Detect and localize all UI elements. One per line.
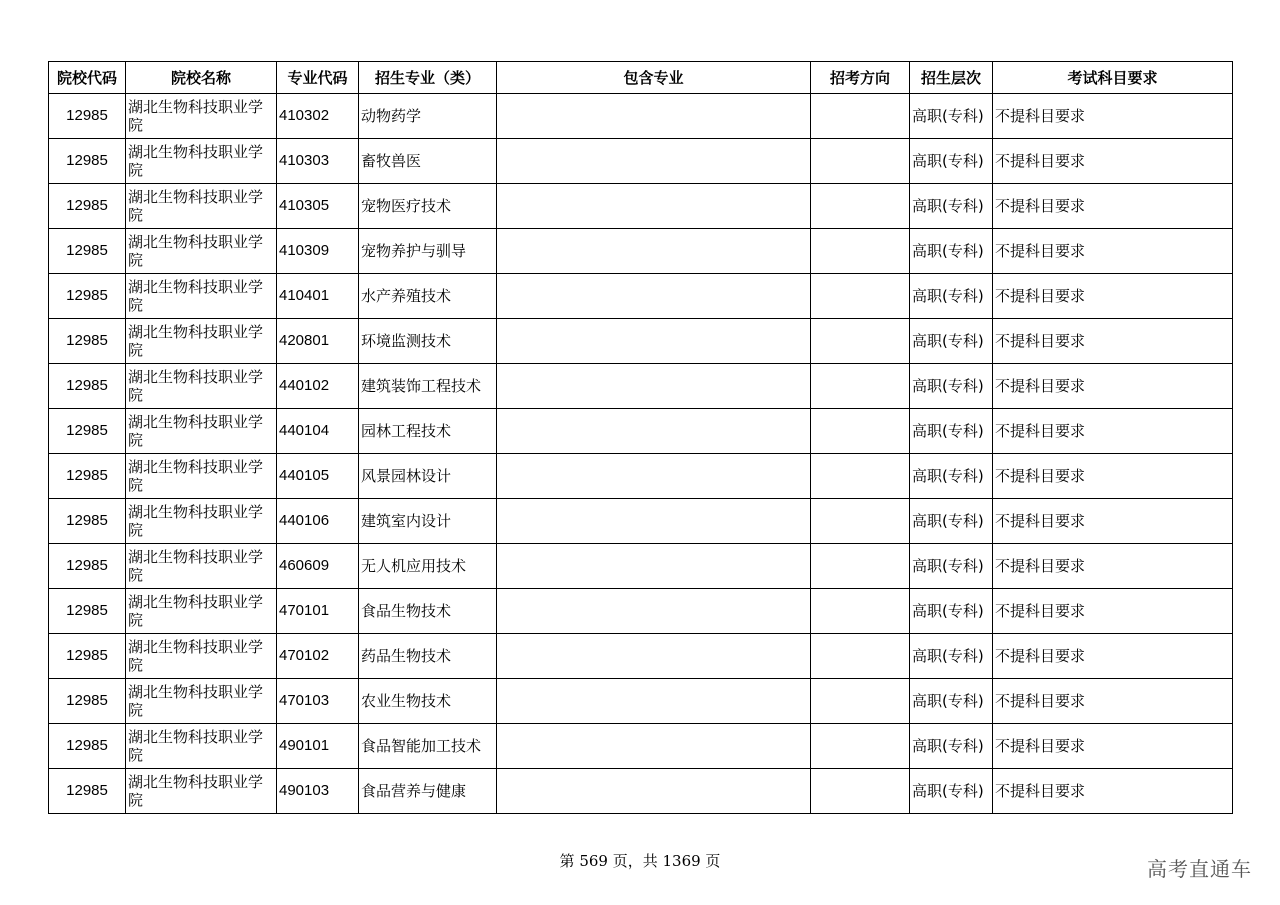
cell-major: 风景园林设计: [359, 454, 497, 499]
header-included-majors: 包含专业: [497, 62, 811, 94]
cell-subject-requirement: 不提科目要求: [993, 364, 1233, 409]
header-direction: 招考方向: [811, 62, 910, 94]
table-row: [49, 499, 1233, 544]
cell-major: 农业生物技术: [359, 679, 497, 724]
cell-subject-requirement: 不提科目要求: [993, 679, 1233, 724]
cell-school-name: 湖北生物科技职业学院: [126, 229, 277, 274]
cell-subject-requirement: 不提科目要求: [993, 94, 1233, 139]
cell-included-majors: [497, 634, 811, 679]
cell-included-majors: [497, 409, 811, 454]
cell-level: 高职(专科): [910, 274, 993, 319]
cell-included-majors: [497, 544, 811, 589]
cell-major-code: 440106: [277, 499, 359, 544]
cell-level: 高职(专科): [910, 589, 993, 634]
header-subject-requirement: 考试科目要求: [993, 62, 1233, 94]
cell-school-code: 12985: [49, 229, 126, 274]
cell-school-name: 湖北生物科技职业学院: [126, 319, 277, 364]
table-row: [49, 319, 1233, 364]
cell-direction: [811, 139, 910, 184]
cell-level: 高职(专科): [910, 724, 993, 769]
cell-school-code: 12985: [49, 499, 126, 544]
cell-included-majors: [497, 229, 811, 274]
table-row: [49, 184, 1233, 229]
cell-level: 高职(专科): [910, 94, 993, 139]
cell-major-code: 470101: [277, 589, 359, 634]
cell-subject-requirement: 不提科目要求: [993, 454, 1233, 499]
header-major-code: 专业代码: [277, 62, 359, 94]
cell-major-code: 440105: [277, 454, 359, 499]
cell-included-majors: [497, 499, 811, 544]
cell-subject-requirement: 不提科目要求: [993, 184, 1233, 229]
cell-major-code: 460609: [277, 544, 359, 589]
cell-level: 高职(专科): [910, 364, 993, 409]
cell-direction: [811, 544, 910, 589]
cell-included-majors: [497, 184, 811, 229]
cell-major: 食品智能加工技术: [359, 724, 497, 769]
admissions-sheet: [48, 61, 1232, 814]
cell-subject-requirement: 不提科目要求: [993, 139, 1233, 184]
cell-major-code: 440104: [277, 409, 359, 454]
cell-level: 高职(专科): [910, 679, 993, 724]
cell-subject-requirement: 不提科目要求: [993, 769, 1233, 814]
cell-major: 药品生物技术: [359, 634, 497, 679]
cell-major-code: 420801: [277, 319, 359, 364]
cell-included-majors: [497, 679, 811, 724]
cell-school-code: 12985: [49, 544, 126, 589]
cell-school-code: 12985: [49, 769, 126, 814]
cell-major-code: 470103: [277, 679, 359, 724]
cell-school-code: 12985: [49, 139, 126, 184]
cell-major-code: 410401: [277, 274, 359, 319]
cell-direction: [811, 94, 910, 139]
cell-included-majors: [497, 319, 811, 364]
cell-major: 建筑装饰工程技术: [359, 364, 497, 409]
cell-school-name: 湖北生物科技职业学院: [126, 274, 277, 319]
cell-major-code: 410303: [277, 139, 359, 184]
header-school-code: 院校代码: [49, 62, 126, 94]
cell-level: 高职(专科): [910, 229, 993, 274]
cell-included-majors: [497, 274, 811, 319]
cell-major: 食品生物技术: [359, 589, 497, 634]
cell-school-name: 湖北生物科技职业学院: [126, 544, 277, 589]
cell-school-name: 湖北生物科技职业学院: [126, 724, 277, 769]
table-row: [49, 679, 1233, 724]
cell-direction: [811, 769, 910, 814]
cell-subject-requirement: 不提科目要求: [993, 544, 1233, 589]
cell-direction: [811, 319, 910, 364]
cell-subject-requirement: 不提科目要求: [993, 409, 1233, 454]
header-level: 招生层次: [910, 62, 993, 94]
cell-school-name: 湖北生物科技职业学院: [126, 364, 277, 409]
cell-major: 动物药学: [359, 94, 497, 139]
cell-school-code: 12985: [49, 94, 126, 139]
cell-subject-requirement: 不提科目要求: [993, 589, 1233, 634]
cell-included-majors: [497, 589, 811, 634]
cell-major: 水产养殖技术: [359, 274, 497, 319]
cell-school-code: 12985: [49, 184, 126, 229]
cell-school-name: 湖北生物科技职业学院: [126, 589, 277, 634]
table-row: [49, 454, 1233, 499]
cell-school-name: 湖北生物科技职业学院: [126, 634, 277, 679]
cell-direction: [811, 409, 910, 454]
header-school-name: 院校名称: [126, 62, 277, 94]
cell-level: 高职(专科): [910, 634, 993, 679]
cell-major-code: 470102: [277, 634, 359, 679]
cell-included-majors: [497, 454, 811, 499]
cell-level: 高职(专科): [910, 184, 993, 229]
header-row: [49, 62, 1233, 94]
cell-included-majors: [497, 94, 811, 139]
cell-included-majors: [497, 139, 811, 184]
cell-direction: [811, 499, 910, 544]
cell-level: 高职(专科): [910, 454, 993, 499]
cell-direction: [811, 724, 910, 769]
table-row: [49, 409, 1233, 454]
cell-major: 园林工程技术: [359, 409, 497, 454]
cell-school-code: 12985: [49, 274, 126, 319]
cell-school-name: 湖北生物科技职业学院: [126, 184, 277, 229]
cell-major: 宠物养护与驯导: [359, 229, 497, 274]
cell-direction: [811, 184, 910, 229]
cell-school-code: 12985: [49, 634, 126, 679]
cell-subject-requirement: 不提科目要求: [993, 499, 1233, 544]
cell-major: 食品营养与健康: [359, 769, 497, 814]
table-row: [49, 544, 1233, 589]
cell-direction: [811, 364, 910, 409]
cell-subject-requirement: 不提科目要求: [993, 634, 1233, 679]
cell-school-name: 湖北生物科技职业学院: [126, 139, 277, 184]
cell-major-code: 490101: [277, 724, 359, 769]
cell-school-code: 12985: [49, 679, 126, 724]
cell-included-majors: [497, 724, 811, 769]
cell-direction: [811, 229, 910, 274]
cell-major-code: 410309: [277, 229, 359, 274]
cell-school-code: 12985: [49, 319, 126, 364]
cell-major-code: 490103: [277, 769, 359, 814]
table-row: [49, 634, 1233, 679]
cell-school-name: 湖北生物科技职业学院: [126, 454, 277, 499]
cell-direction: [811, 274, 910, 319]
cell-school-code: 12985: [49, 364, 126, 409]
cell-included-majors: [497, 364, 811, 409]
table-row: [49, 769, 1233, 814]
table-row: [49, 724, 1233, 769]
cell-level: 高职(专科): [910, 769, 993, 814]
admissions-table: [48, 61, 1233, 814]
cell-school-name: 湖北生物科技职业学院: [126, 769, 277, 814]
cell-school-code: 12985: [49, 409, 126, 454]
cell-level: 高职(专科): [910, 409, 993, 454]
cell-level: 高职(专科): [910, 139, 993, 184]
cell-major: 无人机应用技术: [359, 544, 497, 589]
cell-direction: [811, 454, 910, 499]
cell-level: 高职(专科): [910, 499, 993, 544]
cell-subject-requirement: 不提科目要求: [993, 274, 1233, 319]
cell-school-code: 12985: [49, 454, 126, 499]
table-body: [49, 94, 1233, 814]
cell-subject-requirement: 不提科目要求: [993, 229, 1233, 274]
cell-major-code: 410305: [277, 184, 359, 229]
cell-subject-requirement: 不提科目要求: [993, 724, 1233, 769]
cell-direction: [811, 634, 910, 679]
table-row: [49, 589, 1233, 634]
cell-level: 高职(专科): [910, 319, 993, 364]
cell-school-code: 12985: [49, 589, 126, 634]
watermark-text: 高考直通车: [1147, 857, 1252, 881]
cell-school-name: 湖北生物科技职业学院: [126, 679, 277, 724]
table-row: [49, 139, 1233, 184]
cell-major: 宠物医疗技术: [359, 184, 497, 229]
cell-school-name: 湖北生物科技职业学院: [126, 94, 277, 139]
cell-school-name: 湖北生物科技职业学院: [126, 409, 277, 454]
table-row: [49, 364, 1233, 409]
cell-school-code: 12985: [49, 724, 126, 769]
cell-school-name: 湖北生物科技职业学院: [126, 499, 277, 544]
table-row: [49, 94, 1233, 139]
cell-major: 畜牧兽医: [359, 139, 497, 184]
table-row: [49, 229, 1233, 274]
cell-major: 建筑室内设计: [359, 499, 497, 544]
cell-major: 环境监测技术: [359, 319, 497, 364]
page-number: 第 569 页，共 1369 页: [559, 852, 721, 870]
cell-major-code: 410302: [277, 94, 359, 139]
cell-subject-requirement: 不提科目要求: [993, 319, 1233, 364]
table-row: [49, 274, 1233, 319]
header-major: 招生专业（类）: [359, 62, 497, 94]
cell-direction: [811, 679, 910, 724]
cell-major-code: 440102: [277, 364, 359, 409]
cell-level: 高职(专科): [910, 544, 993, 589]
cell-direction: [811, 589, 910, 634]
cell-included-majors: [497, 769, 811, 814]
